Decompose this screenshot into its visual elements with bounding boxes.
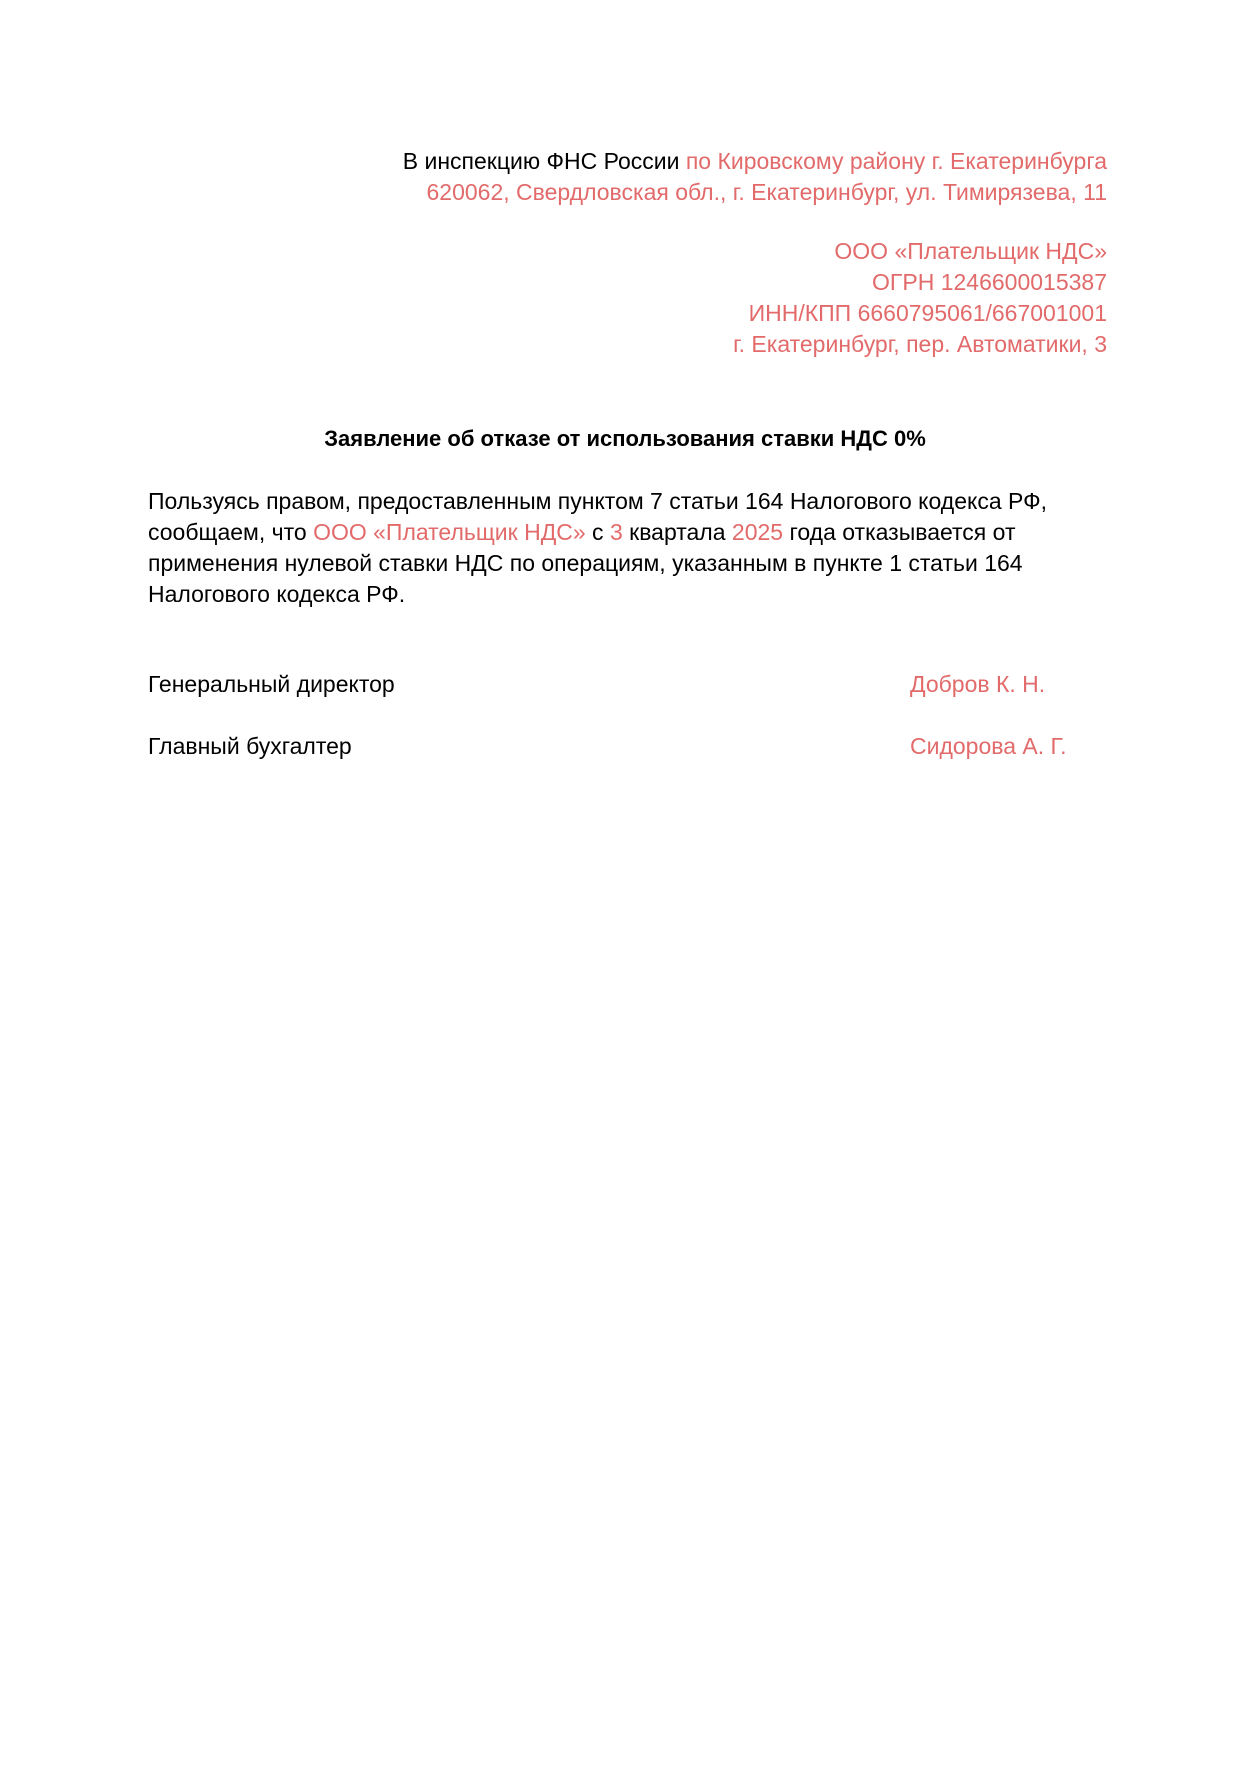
document-title: Заявление об отказе от использования ставки НДС 0%	[324, 426, 926, 451]
addressee-inspection: по Кировскому району г. Екатеринбурга	[685, 148, 1107, 174]
body-line-4: Налогового кодекса РФ.	[148, 581, 406, 607]
body-line-1: Пользуясь правом, предоставленным пунктом 7 статьи 164 Налогового кодекса РФ,	[148, 488, 1047, 514]
body-line-2	[148, 517, 1088, 548]
addressee-block	[207, 146, 1107, 208]
signature-role-accountant: Главный бухгалтер	[148, 733, 352, 759]
company-address: г. Екатеринбург, пер. Автоматики, 3	[733, 331, 1107, 357]
document-body	[148, 486, 1088, 610]
body-company-name: ООО «Плательщик НДС»	[313, 519, 586, 545]
body-line-2-start: сообщаем, что	[148, 519, 314, 545]
company-name: ООО «Плательщик НДС»	[834, 238, 1107, 264]
signature-name-accountant: Сидорова А. Г.	[910, 733, 1067, 759]
company-ogrn: ОГРН 1246600015387	[872, 269, 1107, 295]
signature-role-director: Генеральный директор	[148, 671, 395, 697]
addressee-prefix: В инспекцию ФНС России	[402, 148, 686, 174]
body-line-3: применения нулевой ставки НДС по операциям, указанным в пункте 1 статьи 164	[148, 550, 1023, 576]
body-line-2-quarter-word: квартала	[622, 519, 732, 545]
signature-name-director: Добров К. Н.	[910, 671, 1046, 697]
addressee-address: 620062, Свердловская обл., г. Екатеринбург, ул. Тимирязева, 11	[426, 179, 1107, 205]
body-quarter: 3	[609, 519, 623, 545]
body-line-2-end: года отказывается от	[783, 519, 1016, 545]
company-inn-kpp: ИНН/КПП 6660795061/667001001	[748, 300, 1107, 326]
applicant-block	[207, 236, 1107, 360]
body-year: 2025	[731, 519, 784, 545]
body-line-2-from: с	[585, 519, 610, 545]
addressee-line-1	[207, 146, 1107, 177]
